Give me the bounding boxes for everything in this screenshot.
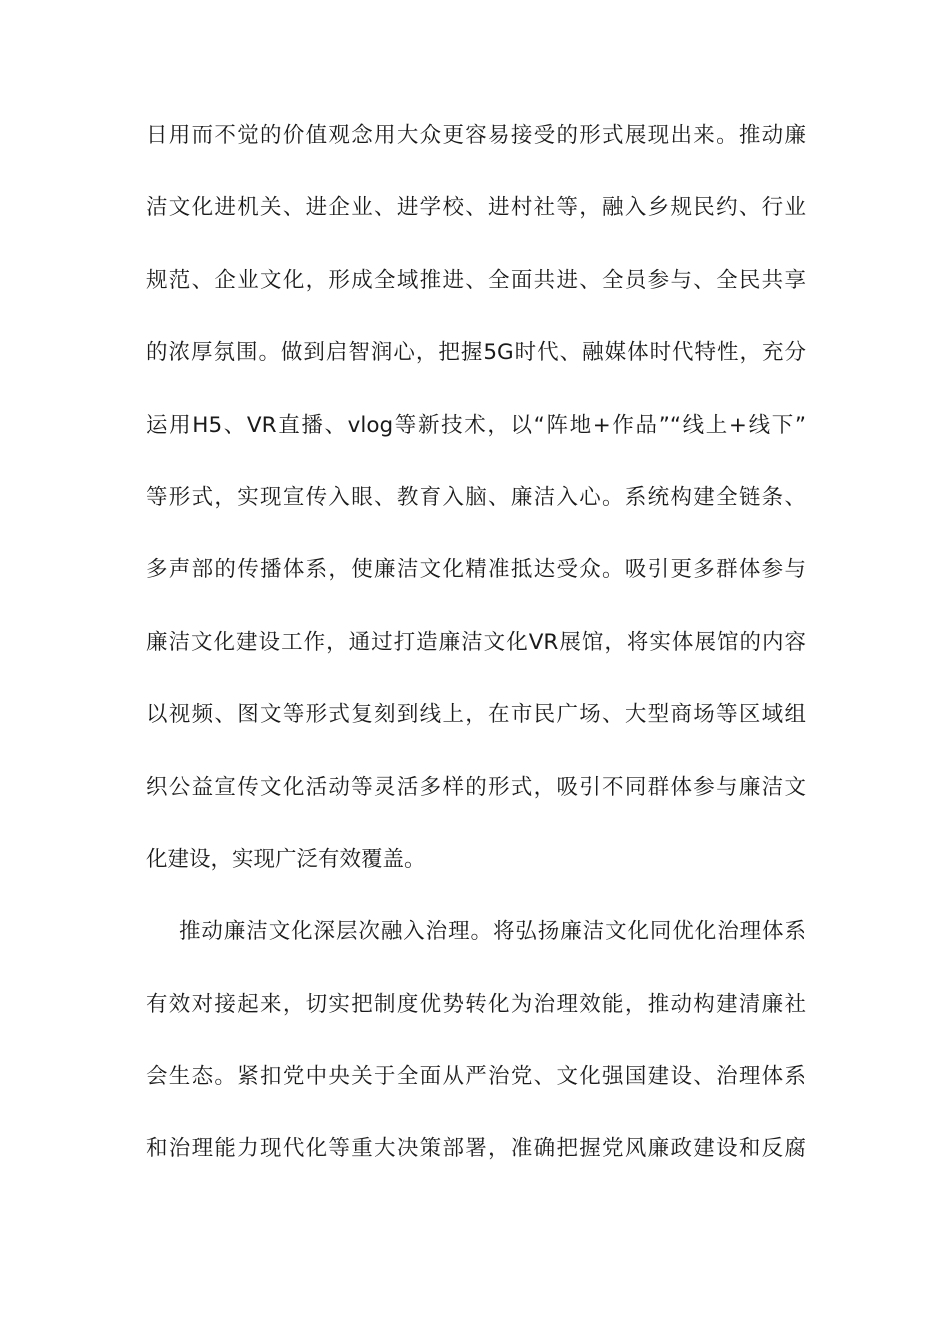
text-line: 有效对接起来，切实把制度优势转化为治理效能，推动构建清廉社 (146, 991, 806, 1017)
text-line: 洁文化进机关、进企业、进学校、进村社等，融入乡规民约、行业 (146, 195, 806, 221)
text-line: 以视频、图文等形式复刻到线上，在市民广场、大型商场等区域组 (146, 702, 806, 728)
body-text (146, 118, 806, 1167)
text-line: 多声部的传播体系，使廉洁文化精准抵达受众。吸引更多群体参与 (146, 557, 806, 583)
text-line: 廉洁文化建设工作，通过打造廉洁文化VR展馆，将实体展馆的内容 (146, 629, 806, 655)
text-line: 等形式，实现宣传入眼、教育入脑、廉洁入心。系统构建全链条、 (146, 484, 806, 510)
text-line: 的浓厚氛围。做到启智润心，把握5G时代、融媒体时代特性，充分 (146, 340, 806, 366)
text-line: 会生态。紧扣党中央关于全面从严治党、文化强国建设、治理体系 (146, 1064, 806, 1090)
text-line: 织公益宣传文化活动等灵活多样的形式，吸引不同群体参与廉洁文 (146, 774, 806, 800)
paragraph-start-line: 推动廉洁文化深层次融入治理。将弘扬廉洁文化同优化治理体系 (179, 919, 806, 945)
text-line: 规范、企业文化，形成全域推进、全面共进、全员参与、全民共享 (146, 267, 806, 293)
paragraph-end-line: 化建设，实现广泛有效覆盖。 (146, 846, 426, 872)
text-line: 和治理能力现代化等重大决策部署，准确把握党风廉政建设和反腐 (146, 1136, 806, 1162)
text-line: 日用而不觉的价值观念用大众更容易接受的形式展现出来。推动廉 (146, 123, 806, 148)
text-line: 运用H5、VR直播、vlog等新技术，以“阵地+作品”“线上+线下” (146, 412, 806, 438)
